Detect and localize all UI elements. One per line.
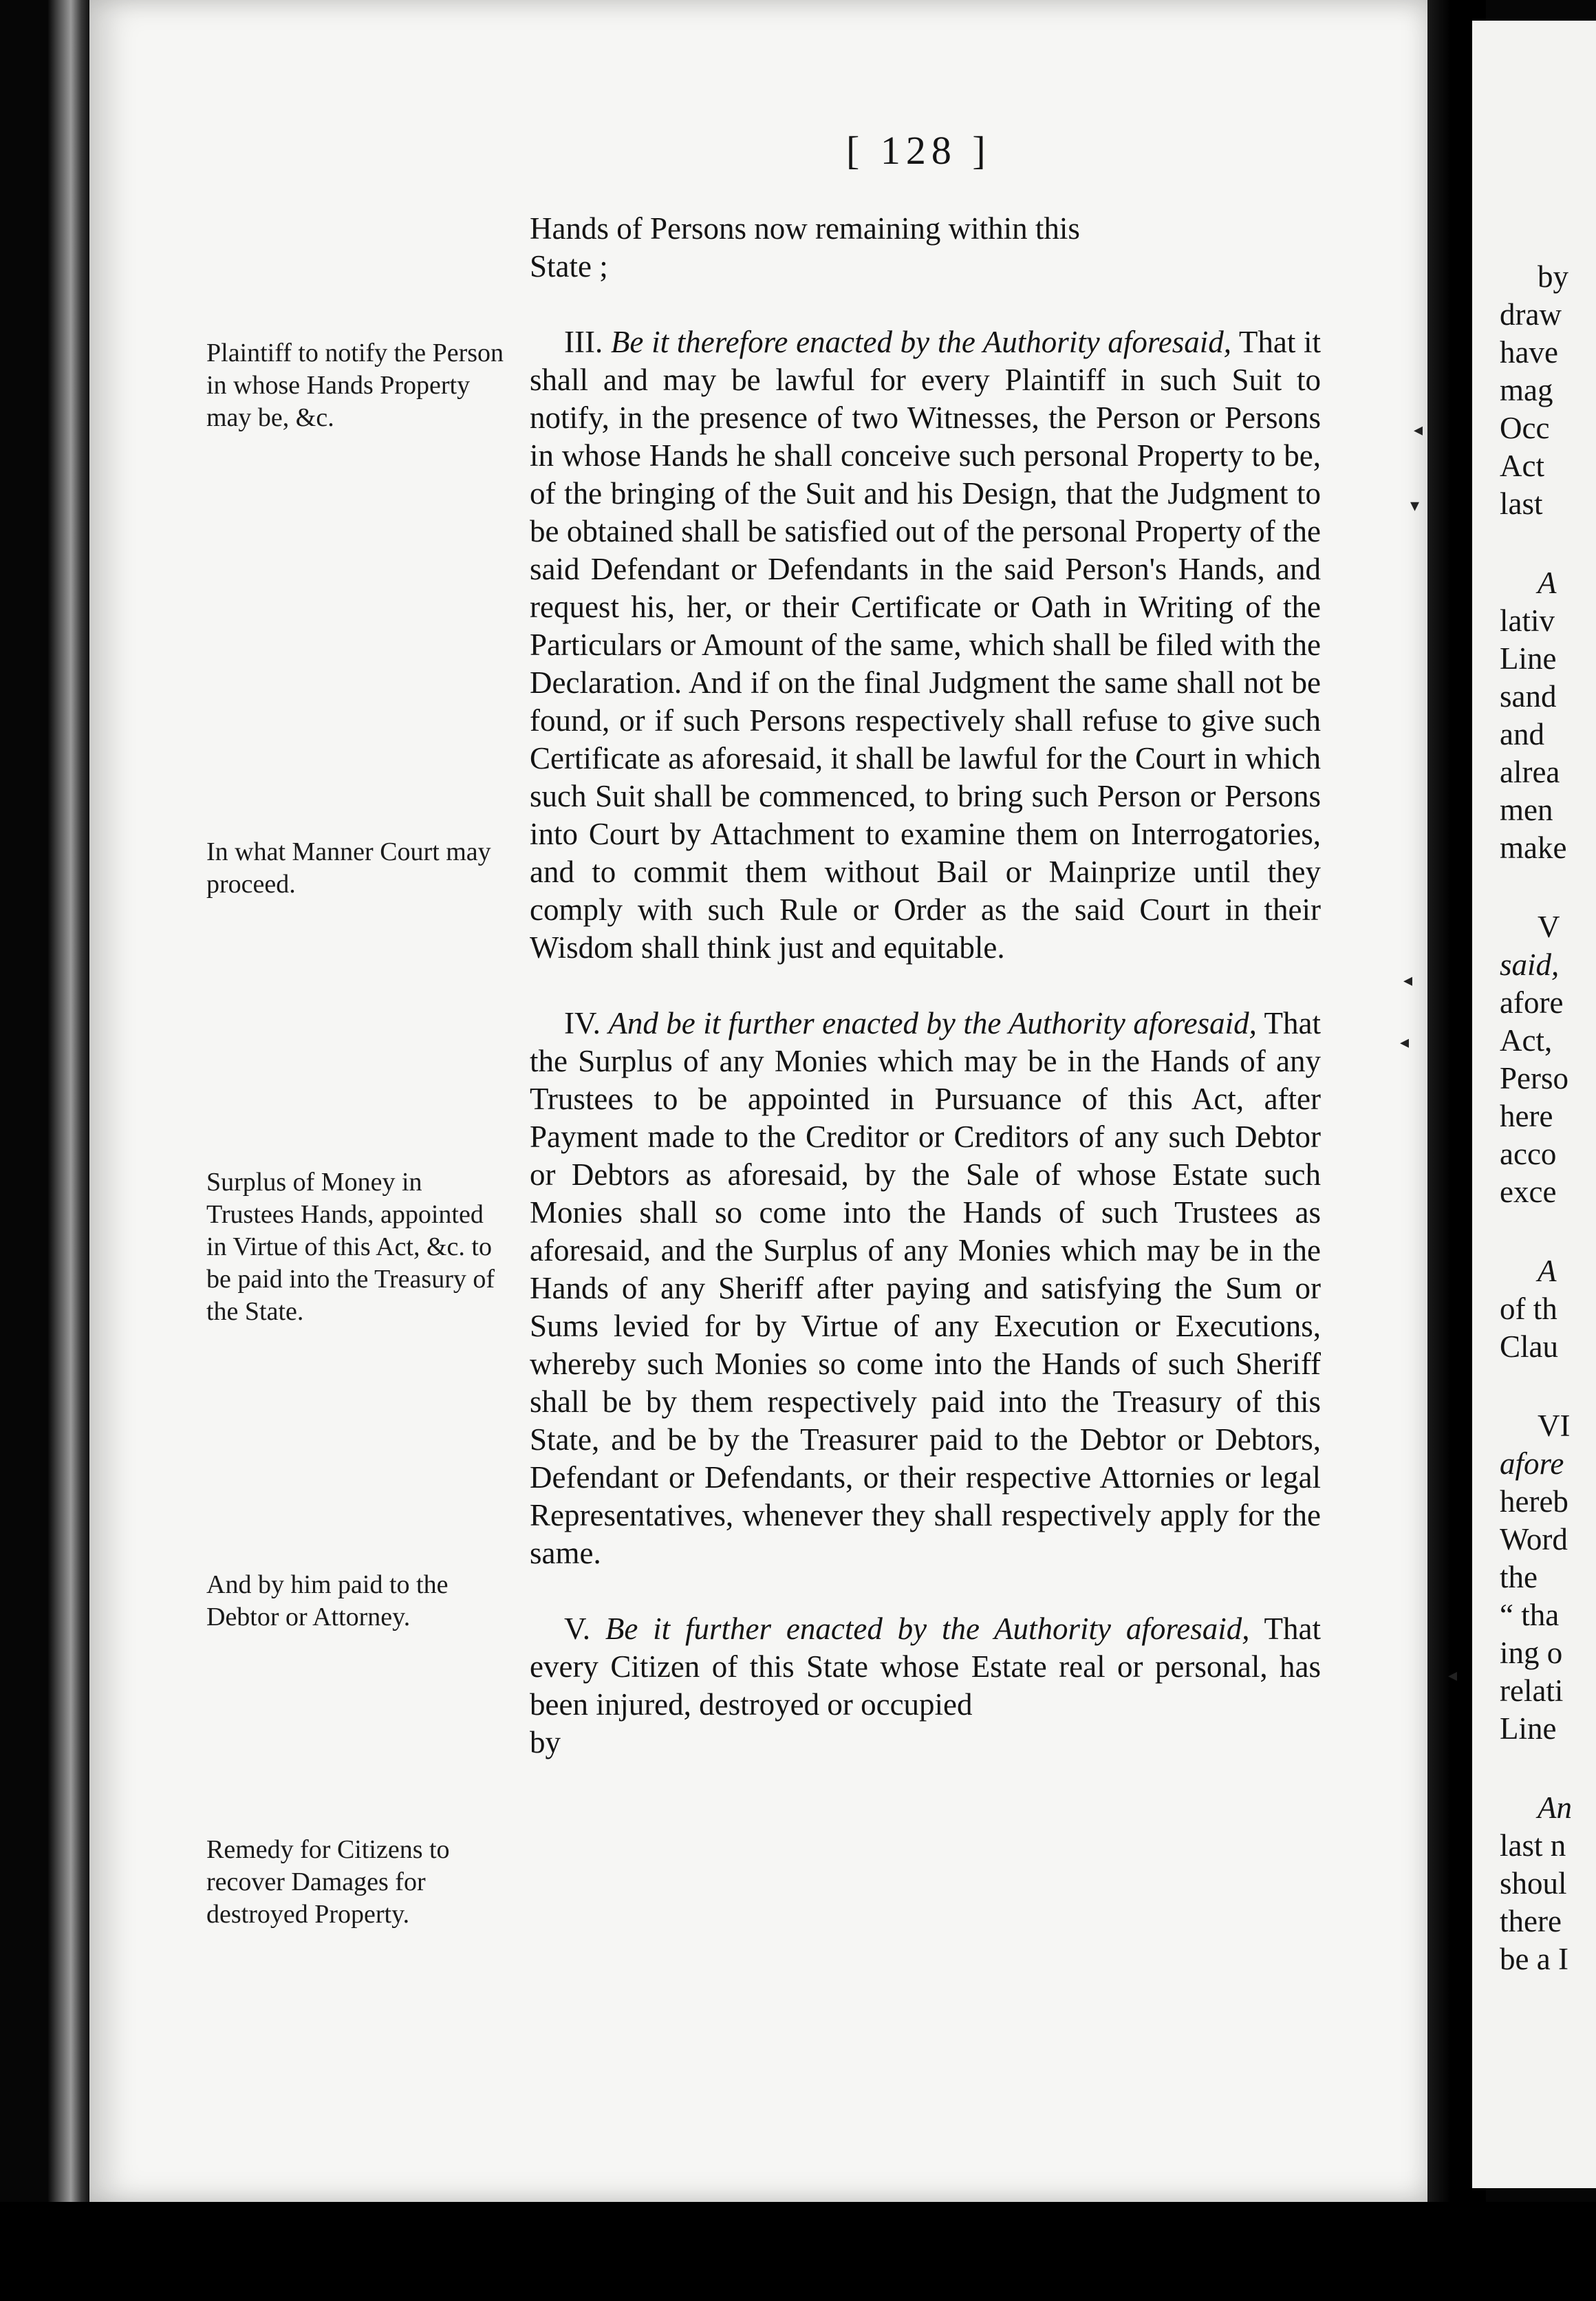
section-4-body: That the Surplus of any Monies which may be in the Hands of any Trustees to be appointed in Pursuance of this Act, after Payment made to the Creditor or Creditors of any such Debtor or Debtors as aforesaid, by the Sale of whose Estate such Monies shall so come into the Hands of such Trustees as aforesaid, and the Surplus of any Monies which may be in the Hands of any Sheriff after paying and satisfying the Sum or Sums levied for by Virtue of any Execution or Executions, whereby such Monies so come into the Hands of such Sheriff shall be by them respectively paid into the Treasury of this State, and be by the Treasurer paid to the Debtor or Debtors, Defendant or Defendants, or their respective Attornies or legal Representatives, whenever they shall respectively apply for the same.	[530, 1006, 1322, 1570]
intro-line-1: Hands of Persons now remaining within this	[530, 211, 1080, 246]
facing-line: make	[1500, 831, 1567, 865]
section-4-number: IV.	[564, 1006, 601, 1040]
facing-line: be a I	[1500, 1942, 1568, 1976]
facing-line: Act	[1500, 449, 1544, 483]
facing-line: relati	[1500, 1673, 1564, 1708]
facing-line: by	[1538, 259, 1568, 294]
section-3-body: That it shall and may be lawful for every Plaintiff in such Suit to notify, in the presence of two Witnesses, the Person or Persons in whose Hands he shall conceive such personal Property to be, of the bringing of the Suit and his Design, that the Judgment to be obtained shall be satisfied out of the personal Property of the said Defendant or Defendants in the said Person's Hands, and request his, her, or their Certificate or Oath in Writing of the Particulars or Amount of the same, which shall be filed with the Declaration. And if on the final Judgment the same shall not be found, or if such Persons respectively shall refuse to give such Certificate as aforesaid, it shall be lawful for the Court in which such Suit shall be commenced, to bring such Person or Persons into Court by Attachment to examine them on Interrogatories, and to commit them without Bail or Mainprize until they comply with such Rule or Order as the said Court in their Wisdom shall think just and equitable.	[530, 325, 1322, 965]
facing-line: lativ	[1500, 603, 1555, 638]
section-3-enacting: Be it therefore enacted by the Authority aforesaid,	[610, 325, 1231, 359]
section-5	[530, 1610, 1321, 1724]
facing-line: mag	[1500, 373, 1553, 407]
facing-line: afore	[1500, 1446, 1564, 1481]
section-3	[530, 323, 1321, 967]
facing-line: A	[1538, 1254, 1557, 1288]
facing-line: of th	[1500, 1292, 1557, 1326]
facing-line: draw	[1500, 297, 1562, 332]
facing-line: afore	[1500, 985, 1564, 1020]
facing-line: acco	[1500, 1137, 1557, 1171]
intro-line-2: State ;	[530, 249, 608, 283]
facing-line: alrea	[1500, 755, 1560, 789]
facing-line: exce	[1500, 1175, 1557, 1209]
section-5-body: That every Citizen of this State whose Estate real or personal, has been injured, destroyed or occupied	[530, 1612, 1322, 1722]
gutter-mark: ◂	[1448, 1665, 1458, 1685]
section-3-number: III.	[564, 325, 603, 359]
facing-line: Line	[1500, 641, 1557, 676]
scan-bottom-edge	[0, 2202, 1596, 2301]
facing-line: A	[1538, 566, 1557, 600]
intro-paragraph	[530, 210, 1321, 286]
facing-line: the	[1500, 1560, 1538, 1594]
gutter-mark: ▾	[1410, 495, 1420, 515]
book-spine-edge	[48, 0, 89, 2301]
margin-note-remedy: Remedy for Citizens to recover Damages for destroyed Property.	[206, 1835, 450, 1929]
facing-line: and	[1500, 717, 1544, 751]
margin-note-surplus: Surplus of Money in Trustees Hands, appointed in Virtue of this Act, &c. to be paid into the Treasury of the State.	[206, 1168, 495, 1326]
facing-line: men	[1500, 793, 1553, 827]
facing-line: Act,	[1500, 1023, 1553, 1058]
facing-line: ing o	[1500, 1636, 1563, 1670]
margin-note-court-manner: In what Manner Court may proceed.	[206, 837, 491, 899]
facing-line: there	[1500, 1904, 1562, 1938]
facing-line: have	[1500, 335, 1558, 370]
facing-line: Clau	[1500, 1329, 1558, 1364]
facing-line: last n	[1500, 1828, 1566, 1863]
facing-line: Occ	[1500, 411, 1550, 445]
facing-page-fragment	[1472, 21, 1596, 2188]
gutter-mark: ◂	[1403, 970, 1413, 990]
facing-line: “ tha	[1500, 1598, 1560, 1632]
section-5-enacting: Be it further enacted by the Authority aforesaid,	[605, 1612, 1250, 1646]
section-4	[530, 1005, 1321, 1572]
facing-line: VI	[1538, 1409, 1571, 1443]
catchword: by	[530, 1725, 561, 1759]
gutter-mark: ◂	[1414, 420, 1423, 440]
facing-line: V	[1538, 910, 1560, 944]
facing-line: shoul	[1500, 1866, 1567, 1901]
page-number-header: [ 128 ]	[846, 128, 991, 173]
facing-line: Line	[1500, 1711, 1557, 1746]
facing-line: Perso	[1500, 1061, 1568, 1095]
margin-note-notify: Plaintiff to notify the Person in whose Hands Property may be, &c.	[206, 339, 504, 432]
section-4-enacting: And be it further enacted by the Authority aforesaid,	[608, 1006, 1257, 1040]
facing-line: last	[1500, 486, 1543, 521]
facing-line: An	[1538, 1790, 1572, 1825]
facing-line: hereb	[1500, 1484, 1568, 1519]
section-5-number: V.	[564, 1612, 590, 1646]
margin-note-paid-debtor: And by him paid to the Debtor or Attorney.	[206, 1570, 449, 1631]
gutter-mark: ◂	[1400, 1032, 1410, 1052]
facing-line: sand	[1500, 679, 1557, 714]
facing-line: Word	[1500, 1522, 1568, 1556]
body-text	[530, 210, 1321, 1762]
facing-line: said,	[1500, 948, 1560, 982]
facing-line: here	[1500, 1099, 1553, 1133]
